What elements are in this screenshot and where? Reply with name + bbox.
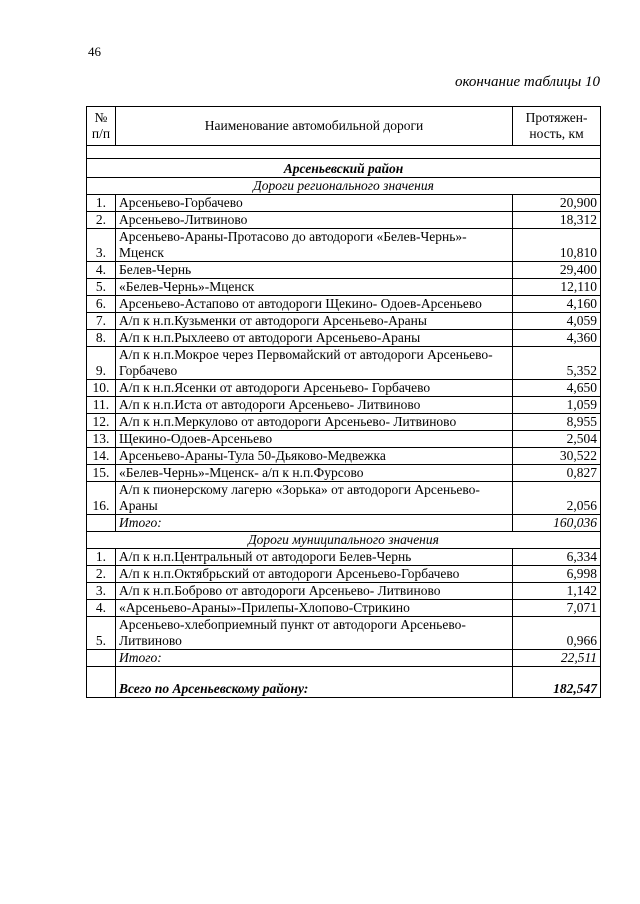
- road-length: 2,056: [513, 482, 601, 515]
- road-length: 4,360: [513, 330, 601, 347]
- table-row: [87, 347, 601, 380]
- row-number: 1.: [87, 549, 116, 566]
- district-total-label: Всего по Арсеньевскому району:: [115, 667, 512, 698]
- table-row: [87, 583, 601, 600]
- road-name: А/п к пионерскому лагерю «Зорька» от автодороги Арсеньево-Араны: [115, 482, 512, 515]
- row-number: 5.: [87, 617, 116, 650]
- regional-section-title: Дороги регионального значения: [87, 178, 601, 195]
- regional-rows: [87, 195, 601, 515]
- table-row: [87, 566, 601, 583]
- road-length: 7,071: [513, 600, 601, 617]
- road-length: 18,312: [513, 212, 601, 229]
- road-name: А/п к н.п.Рыхлеево от автодороги Арсеньево-Араны: [115, 330, 512, 347]
- row-number: 10.: [87, 380, 116, 397]
- regional-subtotal-label: Итого:: [115, 515, 512, 532]
- district-total-row: [87, 667, 601, 698]
- road-name: «Арсеньево-Араны»-Прилепы-Хлопово-Стрикино: [115, 600, 512, 617]
- road-length: 0,966: [513, 617, 601, 650]
- district-row: [87, 159, 601, 178]
- road-name: А/п к н.п.Иста от автодороги Арсеньево- Литвиново: [115, 397, 512, 414]
- municipal-subtotal-label: Итого:: [115, 650, 512, 667]
- road-name: А/п к н.п.Кузьменки от автодороги Арсеньево-Араны: [115, 313, 512, 330]
- regional-subtotal-value: 160,036: [513, 515, 601, 532]
- road-name: Арсеньево-Горбачево: [115, 195, 512, 212]
- header-number: № п/п: [87, 107, 116, 146]
- row-number: 15.: [87, 465, 116, 482]
- row-number: 16.: [87, 482, 116, 515]
- table-row: [87, 279, 601, 296]
- row-number: 3.: [87, 229, 116, 262]
- row-number: 6.: [87, 296, 116, 313]
- table-row: [87, 195, 601, 212]
- road-name: А/п к н.п.Октябрьский от автодороги Арсеньево-Горбачево: [115, 566, 512, 583]
- road-length: 4,160: [513, 296, 601, 313]
- district-title: Арсеньевский район: [87, 159, 601, 178]
- row-number: 7.: [87, 313, 116, 330]
- municipal-section-row: [87, 532, 601, 549]
- row-number: 1.: [87, 195, 116, 212]
- table-row: [87, 212, 601, 229]
- row-number: 11.: [87, 397, 116, 414]
- row-number: 8.: [87, 330, 116, 347]
- row-number: 9.: [87, 347, 116, 380]
- road-name: Арсеньево-Араны-Тула 50-Дьяково-Медвежка: [115, 448, 512, 465]
- row-number: 4.: [87, 600, 116, 617]
- row-number: 2.: [87, 566, 116, 583]
- table-row: [87, 549, 601, 566]
- road-name: А/п к н.п.Центральный от автодороги Белев-Чернь: [115, 549, 512, 566]
- road-length: 0,827: [513, 465, 601, 482]
- row-number: 13.: [87, 431, 116, 448]
- road-name: А/п к н.п.Мокрое через Первомайский от автодороги Арсеньево- Горбачево: [115, 347, 512, 380]
- road-name: Арсеньево-Астапово от автодороги Щекино- Одоев-Арсеньево: [115, 296, 512, 313]
- road-length: 8,955: [513, 414, 601, 431]
- road-name: Щекино-Одоев-Арсеньево: [115, 431, 512, 448]
- road-name: Арсеньево-Араны-Протасово до автодороги «Белев-Чернь»-Мценск: [115, 229, 512, 262]
- regional-subtotal-row: [87, 515, 601, 532]
- table-row: [87, 296, 601, 313]
- row-number: 5.: [87, 279, 116, 296]
- road-name: А/п к н.п.Ясенки от автодороги Арсеньево- Горбачево: [115, 380, 512, 397]
- road-length: 4,650: [513, 380, 601, 397]
- road-length: 29,400: [513, 262, 601, 279]
- table-caption: окончание таблицы 10: [454, 74, 600, 90]
- row-number: 3.: [87, 583, 116, 600]
- row-number: 14.: [87, 448, 116, 465]
- table-row: [87, 482, 601, 515]
- table-row: [87, 262, 601, 279]
- road-name: «Белев-Чернь»-Мценск: [115, 279, 512, 296]
- roads-table: [86, 106, 601, 698]
- table-row: [87, 229, 601, 262]
- municipal-subtotal-value: 22,511: [513, 650, 601, 667]
- table-row: [87, 448, 601, 465]
- row-number: 2.: [87, 212, 116, 229]
- road-name: Белев-Чернь: [115, 262, 512, 279]
- page-number: 46: [88, 44, 101, 59]
- road-length: 6,998: [513, 566, 601, 583]
- road-length: 10,810: [513, 229, 601, 262]
- header-length: Протяжен-ность, км: [513, 107, 601, 146]
- table-row: [87, 465, 601, 482]
- table-header-row: [87, 107, 601, 146]
- road-name: Арсеньево-хлебоприемный пункт от автодороги Арсеньево- Литвиново: [115, 617, 512, 650]
- road-name: А/п к н.п.Боброво от автодороги Арсеньево- Литвиново: [115, 583, 512, 600]
- road-length: 5,352: [513, 347, 601, 380]
- road-length: 1,059: [513, 397, 601, 414]
- header-road-name: Наименование автомобильной дороги: [115, 107, 512, 146]
- regional-section-row: [87, 178, 601, 195]
- table-row: [87, 313, 601, 330]
- municipal-subtotal-row: [87, 650, 601, 667]
- table-row: [87, 431, 601, 448]
- road-length: 1,142: [513, 583, 601, 600]
- table-row: [87, 600, 601, 617]
- road-name: «Белев-Чернь»-Мценск- а/п к н.п.Фурсово: [115, 465, 512, 482]
- municipal-section-title: Дороги муниципального значения: [87, 532, 601, 549]
- table-row: [87, 380, 601, 397]
- road-name: Арсеньево-Литвиново: [115, 212, 512, 229]
- table-row: [87, 414, 601, 431]
- road-length: 12,110: [513, 279, 601, 296]
- district-total-value: 182,547: [513, 667, 601, 698]
- municipal-rows: [87, 549, 601, 650]
- table-row: [87, 397, 601, 414]
- table-row: [87, 617, 601, 650]
- row-number: 4.: [87, 262, 116, 279]
- road-length: 2,504: [513, 431, 601, 448]
- spacer-row: [87, 146, 601, 159]
- road-length: 6,334: [513, 549, 601, 566]
- row-number: 12.: [87, 414, 116, 431]
- road-length: 30,522: [513, 448, 601, 465]
- table-row: [87, 330, 601, 347]
- road-length: 20,900: [513, 195, 601, 212]
- road-length: 4,059: [513, 313, 601, 330]
- road-name: А/п к н.п.Меркулово от автодороги Арсеньево- Литвиново: [115, 414, 512, 431]
